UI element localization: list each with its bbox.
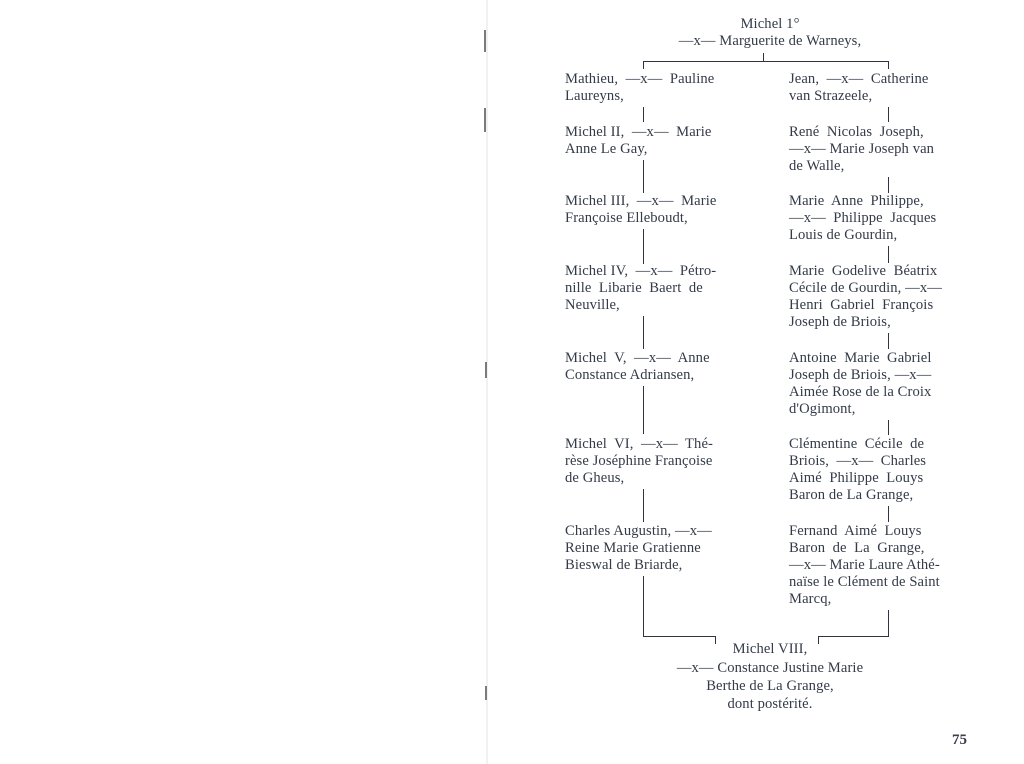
entry-line: Bieswal de Briarde, [565, 557, 683, 573]
entry-line: Michel V, —x— Anne [565, 350, 710, 366]
connector [763, 53, 764, 62]
entry-line: Michel VI, —x— Thé- [565, 436, 713, 452]
entry-line: Jean, —x— Catherine [789, 71, 929, 87]
header-line-1: Michel 1° [740, 16, 800, 32]
binding-mark [484, 108, 486, 132]
entry-line: Michel IV, —x— Pétro- [565, 263, 717, 279]
entry-line: de Walle, [789, 158, 845, 174]
header-line-2: —x— Marguerite de Warneys, [678, 33, 862, 49]
page-number: 75 [952, 732, 967, 748]
connector [643, 107, 644, 122]
entry-line: Aimé Philippe Louys [789, 470, 924, 486]
entry-line: Charles Augustin, —x— [565, 523, 712, 539]
entry-line: Aimée Rose de la Croix [789, 384, 932, 400]
entry-line: Neuville, [565, 297, 620, 313]
entry-line: —x— Marie Joseph van [789, 141, 935, 157]
connector [888, 506, 889, 522]
connector [888, 420, 889, 435]
connector [888, 61, 889, 69]
entry-line: Constance Adriansen, [565, 367, 695, 383]
connector [888, 610, 889, 637]
connector [643, 636, 715, 637]
footer-line-2: —x— Constance Justine Marie [676, 660, 864, 676]
entry-line: Laureyns, [565, 88, 624, 104]
connector [643, 229, 644, 264]
entry-line: van Strazeele, [789, 88, 873, 104]
entry-line: Fernand Aimé Louys [789, 523, 922, 539]
entry-line: rèse Joséphine Françoise [565, 453, 713, 469]
entry-line: Marcq, [789, 591, 832, 607]
connector [643, 61, 644, 69]
entry-line: Clémentine Cécile de [789, 436, 925, 452]
entry-line: Michel II, —x— Marie [565, 124, 712, 140]
connector [888, 246, 889, 263]
entry-line: Marie Anne Philippe, [789, 193, 924, 209]
entry-line: —x— Marie Laure Athé- [789, 557, 940, 573]
footer-line-3: Berthe de La Grange, [706, 678, 834, 694]
connector [643, 386, 644, 434]
entry-line: nille Libarie Baert de [565, 280, 703, 296]
connector [818, 636, 889, 637]
entry-line: Briois, —x— Charles [789, 453, 927, 469]
entry-line: Joseph de Briois, [789, 314, 891, 330]
entry-line: Mathieu, —x— Pauline [565, 71, 715, 87]
entry-line: d'Ogimont, [789, 401, 856, 417]
binding-mark [484, 30, 486, 52]
entry-line: Antoine Marie Gabriel [789, 350, 932, 366]
connector [643, 316, 644, 349]
entry-line: Henri Gabriel François [789, 297, 934, 313]
entry-line: naïse le Clément de Saint [789, 574, 940, 590]
entry-line: Reine Marie Gratienne [565, 540, 701, 556]
connector [643, 489, 644, 522]
footer-line-4: dont postérité. [727, 696, 813, 712]
connector [888, 107, 889, 122]
connector [643, 576, 644, 637]
entry-line: René Nicolas Joseph, [789, 124, 924, 140]
entry-line: Anne Le Gay, [565, 141, 648, 157]
entry-line: Françoise Elleboudt, [565, 210, 688, 226]
connector [888, 177, 889, 193]
entry-line: Michel III, —x— Marie [565, 193, 717, 209]
entry-line: Baron de La Grange, [789, 487, 914, 503]
binding-mark [485, 362, 487, 378]
entry-line: Louis de Gourdin, [789, 227, 898, 243]
connector [888, 333, 889, 349]
entry-line: Baron de La Grange, [789, 540, 925, 556]
connector [643, 61, 888, 62]
footer-line-1: Michel VIII, [732, 641, 808, 657]
entry-line: Joseph de Briois, —x— [789, 367, 932, 383]
binding-mark [485, 686, 487, 700]
left-blank-page [0, 0, 480, 764]
connector [643, 160, 644, 193]
entry-line: Cécile de Gourdin, —x— [789, 280, 942, 296]
entry-line: de Gheus, [565, 470, 625, 486]
entry-line: Marie Godelive Béatrix [789, 263, 938, 279]
entry-line: —x— Philippe Jacques [789, 210, 937, 226]
